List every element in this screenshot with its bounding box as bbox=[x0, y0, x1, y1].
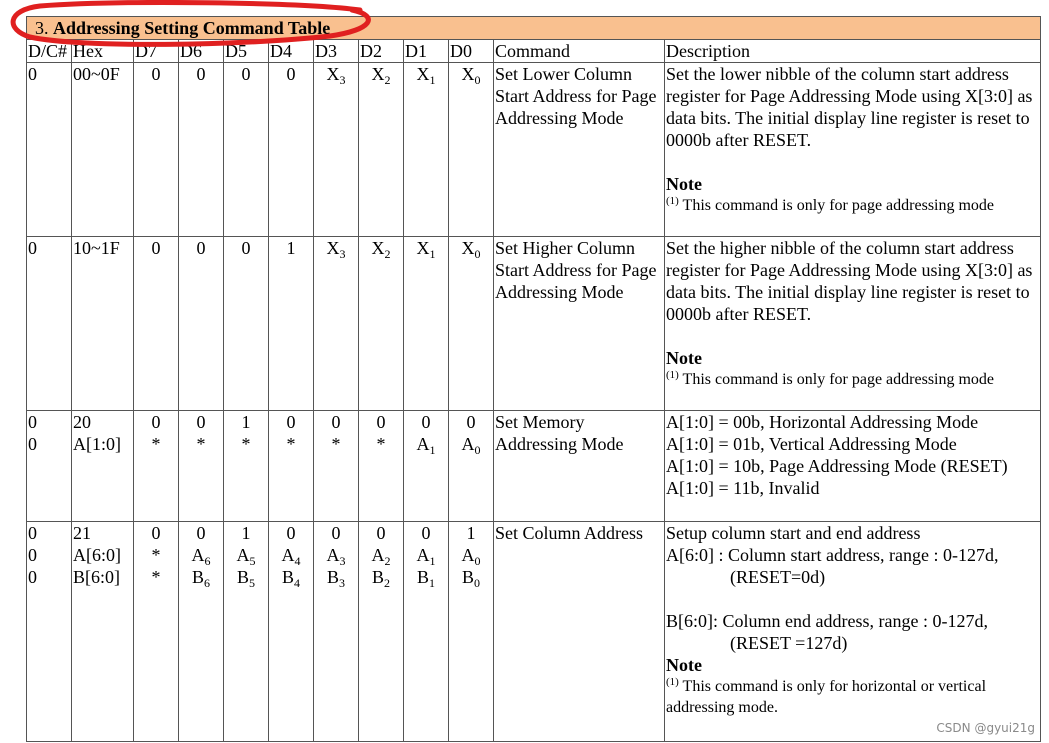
bit-cell bbox=[224, 411, 269, 522]
note-body bbox=[666, 676, 1039, 718]
note-superscript: (1) bbox=[666, 195, 679, 207]
dc-value: 0 bbox=[28, 238, 37, 258]
bit-value bbox=[450, 566, 492, 588]
bit-value bbox=[225, 63, 267, 85]
table-row bbox=[27, 237, 1041, 411]
bit-cell bbox=[404, 411, 449, 522]
bit-base: * bbox=[376, 434, 386, 454]
bit-base: 0 bbox=[241, 64, 251, 84]
bit-value bbox=[405, 433, 447, 455]
bit-base: * bbox=[241, 434, 251, 454]
bit-value bbox=[225, 544, 267, 566]
bit-value bbox=[180, 544, 222, 566]
note-body bbox=[666, 195, 1039, 216]
description-cell bbox=[665, 411, 1041, 522]
bit-subscript: 0 bbox=[474, 443, 481, 457]
bit-subscript: 6 bbox=[204, 576, 210, 590]
note-superscript: (1) bbox=[666, 369, 679, 381]
command-cell: Set Column Address bbox=[494, 522, 665, 742]
spacer bbox=[666, 588, 1039, 610]
bit-base: 0 bbox=[151, 64, 161, 84]
bit-base: 0 bbox=[421, 523, 431, 543]
bit-value bbox=[315, 433, 357, 455]
bit-subscript: 2 bbox=[384, 554, 391, 568]
hex-value: 10~1F bbox=[73, 238, 120, 258]
bit-base: 0 bbox=[331, 412, 341, 432]
bit-cell bbox=[269, 522, 314, 742]
bit-base: A bbox=[461, 545, 475, 565]
description-cell bbox=[665, 237, 1041, 411]
hex-value: 21 bbox=[73, 523, 91, 543]
bit-value bbox=[135, 566, 177, 588]
bit-value bbox=[405, 63, 447, 85]
bit-base: 0 bbox=[151, 238, 161, 258]
bit-value bbox=[360, 544, 402, 566]
bit-cell bbox=[359, 522, 404, 742]
bit-cell bbox=[404, 63, 449, 237]
description-text: Setup column start and end address bbox=[666, 523, 921, 543]
bit-value bbox=[180, 433, 222, 455]
bit-base: B bbox=[236, 567, 249, 587]
bit-subscript: 3 bbox=[339, 73, 346, 87]
header-d7: D7 bbox=[134, 40, 179, 63]
bit-value bbox=[315, 544, 357, 566]
hex-cell bbox=[72, 411, 134, 522]
bit-cell bbox=[449, 411, 494, 522]
note-title: Note bbox=[666, 348, 702, 368]
hex-value: A[6:0] bbox=[73, 545, 121, 565]
bit-value bbox=[360, 566, 402, 588]
bit-value bbox=[270, 63, 312, 85]
dc-value: 0 bbox=[28, 64, 37, 84]
bit-value bbox=[405, 237, 447, 259]
bit-subscript: 1 bbox=[429, 554, 436, 568]
description-text: (RESET=0d) bbox=[730, 567, 826, 587]
bit-cell bbox=[449, 63, 494, 237]
note-text: This command is only for page addressing mode bbox=[678, 197, 995, 214]
bit-subscript: 6 bbox=[204, 554, 211, 568]
bit-base: X bbox=[326, 64, 340, 84]
bit-base: 0 bbox=[466, 412, 476, 432]
bit-value bbox=[180, 63, 222, 85]
bit-base: 0 bbox=[286, 412, 296, 432]
bit-cell bbox=[269, 63, 314, 237]
bit-base: X bbox=[416, 64, 430, 84]
bit-value bbox=[450, 522, 492, 544]
note-superscript: (1) bbox=[666, 676, 679, 688]
bit-value bbox=[405, 411, 447, 433]
bit-subscript: 0 bbox=[474, 247, 481, 261]
bit-cell bbox=[179, 411, 224, 522]
bit-value bbox=[270, 411, 312, 433]
command-cell: Set Memory Addressing Mode bbox=[494, 411, 665, 522]
watermark: CSDN @gyui21g bbox=[936, 721, 1035, 735]
bit-value bbox=[180, 237, 222, 259]
bit-base: 0 bbox=[376, 523, 386, 543]
bit-cell bbox=[134, 237, 179, 411]
table-row bbox=[27, 411, 1041, 522]
description-text: A[6:0] : Column start address, range : 0-127d, bbox=[666, 545, 999, 565]
note-text: This command is only for page addressing mode bbox=[678, 371, 995, 388]
hex-value: 00~0F bbox=[73, 64, 120, 84]
bit-value bbox=[225, 566, 267, 588]
bit-value bbox=[360, 522, 402, 544]
bit-base: B bbox=[281, 567, 294, 587]
bit-base: 1 bbox=[241, 523, 251, 543]
bit-value bbox=[135, 544, 177, 566]
description-cell bbox=[665, 522, 1041, 742]
header-d2: D2 bbox=[359, 40, 404, 63]
bit-value bbox=[450, 433, 492, 455]
bit-value bbox=[225, 411, 267, 433]
bit-cell bbox=[179, 237, 224, 411]
bit-cell bbox=[404, 237, 449, 411]
bit-subscript: 2 bbox=[384, 576, 390, 590]
bit-base: * bbox=[286, 434, 296, 454]
bit-value bbox=[270, 433, 312, 455]
bit-cell bbox=[269, 237, 314, 411]
hex-cell bbox=[72, 63, 134, 237]
bit-base: A bbox=[326, 545, 340, 565]
bit-base: 0 bbox=[241, 238, 251, 258]
bit-base: * bbox=[151, 545, 161, 565]
bit-value bbox=[450, 63, 492, 85]
bit-base: X bbox=[371, 64, 385, 84]
bit-cell bbox=[224, 522, 269, 742]
bit-base: A bbox=[416, 545, 430, 565]
header-row bbox=[27, 40, 1041, 63]
bit-value bbox=[135, 411, 177, 433]
bit-base: B bbox=[461, 567, 474, 587]
bit-subscript: 0 bbox=[474, 554, 481, 568]
bit-value bbox=[270, 522, 312, 544]
bit-base: * bbox=[151, 567, 161, 587]
bit-base: 1 bbox=[241, 412, 251, 432]
bit-value bbox=[315, 237, 357, 259]
bit-base: B bbox=[416, 567, 429, 587]
description-text: Set the higher nibble of the column start address register for Page Addressing Mode using X[3:0] as data bits. The initial display line register is reset to 0000b after RESET. bbox=[666, 238, 1033, 324]
bit-cell bbox=[269, 411, 314, 522]
command-cell: Set Lower Column Start Address for Page Addressing Mode bbox=[494, 63, 665, 237]
bit-cell bbox=[134, 63, 179, 237]
dc-value: 0 bbox=[28, 412, 37, 432]
bit-value bbox=[135, 237, 177, 259]
bit-base: B bbox=[326, 567, 339, 587]
bit-value bbox=[405, 522, 447, 544]
dc-value: 0 bbox=[28, 545, 37, 565]
header-d4: D4 bbox=[269, 40, 314, 63]
header-d6: D6 bbox=[179, 40, 224, 63]
bit-subscript: 4 bbox=[294, 576, 300, 590]
bit-cell bbox=[314, 237, 359, 411]
description-text: Set the lower nibble of the column start address register for Page Addressing Mode using X[3:0] as data bits. The initial display line register is reset to 0000b after RESET. bbox=[666, 64, 1033, 150]
table-row bbox=[27, 522, 1041, 742]
bit-value bbox=[180, 411, 222, 433]
bit-value bbox=[225, 237, 267, 259]
bit-base: A bbox=[416, 434, 430, 454]
bit-subscript: 0 bbox=[474, 576, 480, 590]
bit-cell bbox=[134, 522, 179, 742]
hex-value: A[1:0] bbox=[73, 434, 121, 454]
section-number: 3. bbox=[35, 18, 49, 38]
bit-cell bbox=[179, 522, 224, 742]
header-d1: D1 bbox=[404, 40, 449, 63]
bit-base: A bbox=[281, 545, 295, 565]
description-text: A[1:0] = 10b, Page Addressing Mode (RESET) bbox=[666, 456, 1008, 476]
bit-subscript: 2 bbox=[384, 247, 391, 261]
bit-base: A bbox=[191, 545, 205, 565]
bit-value bbox=[360, 411, 402, 433]
bit-base: 0 bbox=[196, 64, 206, 84]
dc-value: 0 bbox=[28, 567, 37, 587]
bit-value bbox=[135, 433, 177, 455]
bit-cell bbox=[404, 522, 449, 742]
bit-cell bbox=[314, 63, 359, 237]
bit-cell bbox=[359, 411, 404, 522]
description-text: A[1:0] = 11b, Invalid bbox=[666, 478, 820, 498]
bit-subscript: 1 bbox=[429, 443, 436, 457]
bit-subscript: 4 bbox=[294, 554, 301, 568]
bit-base: 0 bbox=[376, 412, 386, 432]
bit-base: B bbox=[191, 567, 204, 587]
bit-value bbox=[450, 237, 492, 259]
bit-value bbox=[315, 566, 357, 588]
bit-value bbox=[405, 544, 447, 566]
command-cell: Set Higher Column Start Address for Page Addressing Mode bbox=[494, 237, 665, 411]
bit-value bbox=[360, 237, 402, 259]
bit-base: 0 bbox=[331, 523, 341, 543]
description-text: (RESET =127d) bbox=[730, 633, 848, 653]
bit-base: 0 bbox=[196, 412, 206, 432]
bit-value bbox=[270, 237, 312, 259]
bit-cell bbox=[359, 63, 404, 237]
bit-base: 0 bbox=[286, 64, 296, 84]
bit-base: 0 bbox=[286, 523, 296, 543]
table-body bbox=[27, 63, 1041, 742]
section-title-text: Addressing Setting Command Table bbox=[53, 18, 331, 38]
bit-value bbox=[315, 411, 357, 433]
bit-subscript: 3 bbox=[339, 247, 346, 261]
bit-base: 0 bbox=[196, 523, 206, 543]
bit-value bbox=[450, 411, 492, 433]
table-row bbox=[27, 63, 1041, 237]
bit-base: * bbox=[331, 434, 341, 454]
hex-cell bbox=[72, 522, 134, 742]
bit-value bbox=[405, 566, 447, 588]
header-d3: D3 bbox=[314, 40, 359, 63]
bit-base: X bbox=[416, 238, 430, 258]
bit-value bbox=[225, 433, 267, 455]
bit-cell bbox=[224, 63, 269, 237]
bit-base: 1 bbox=[466, 523, 476, 543]
header-hex: Hex bbox=[72, 40, 134, 63]
bit-subscript: 0 bbox=[474, 73, 481, 87]
note-body bbox=[666, 369, 1039, 390]
bit-cell bbox=[359, 237, 404, 411]
bit-subscript: 1 bbox=[429, 576, 435, 590]
bit-cell bbox=[449, 237, 494, 411]
dc-value: 0 bbox=[28, 523, 37, 543]
bit-cell bbox=[179, 63, 224, 237]
bit-base: 0 bbox=[151, 412, 161, 432]
bit-value bbox=[135, 63, 177, 85]
header-d5: D5 bbox=[224, 40, 269, 63]
bit-cell bbox=[314, 411, 359, 522]
note-title: Note bbox=[666, 655, 702, 675]
bit-base: 1 bbox=[286, 238, 296, 258]
header-d0: D0 bbox=[449, 40, 494, 63]
bit-base: X bbox=[461, 64, 475, 84]
bit-base: 0 bbox=[196, 238, 206, 258]
bit-base: * bbox=[196, 434, 206, 454]
bit-base: B bbox=[371, 567, 384, 587]
hex-value: B[6:0] bbox=[73, 567, 120, 587]
bit-base: A bbox=[371, 545, 385, 565]
dc-value: 0 bbox=[28, 434, 37, 454]
bit-cell bbox=[224, 237, 269, 411]
dc-cell bbox=[27, 522, 72, 742]
dc-cell bbox=[27, 237, 72, 411]
header-command: Command bbox=[494, 40, 665, 63]
bit-subscript: 1 bbox=[429, 73, 436, 87]
header-dc: D/C# bbox=[27, 40, 72, 63]
hex-value: 20 bbox=[73, 412, 91, 432]
bit-base: X bbox=[461, 238, 475, 258]
description-cell bbox=[665, 63, 1041, 237]
description-text: A[1:0] = 00b, Horizontal Addressing Mode bbox=[666, 412, 979, 432]
section-title-row bbox=[27, 17, 1041, 40]
bit-value bbox=[315, 63, 357, 85]
dc-cell bbox=[27, 63, 72, 237]
bit-base: A bbox=[236, 545, 250, 565]
bit-value bbox=[360, 433, 402, 455]
bit-base: A bbox=[461, 434, 475, 454]
addressing-command-table bbox=[26, 16, 1041, 742]
section-title bbox=[27, 17, 1041, 40]
header-description: Description bbox=[665, 40, 1041, 63]
bit-base: 0 bbox=[421, 412, 431, 432]
bit-value bbox=[315, 522, 357, 544]
description-text: A[1:0] = 01b, Vertical Addressing Mode bbox=[666, 434, 957, 454]
hex-cell bbox=[72, 237, 134, 411]
bit-value bbox=[180, 522, 222, 544]
bit-value bbox=[135, 522, 177, 544]
bit-subscript: 3 bbox=[339, 576, 345, 590]
description-text: B[6:0]: Column end address, range : 0-127d, bbox=[666, 611, 988, 631]
bit-value bbox=[270, 544, 312, 566]
bit-cell bbox=[134, 411, 179, 522]
bit-value bbox=[180, 566, 222, 588]
bit-subscript: 1 bbox=[429, 247, 436, 261]
bit-base: X bbox=[326, 238, 340, 258]
bit-base: * bbox=[151, 434, 161, 454]
bit-cell bbox=[449, 522, 494, 742]
bit-value bbox=[360, 63, 402, 85]
bit-subscript: 5 bbox=[249, 554, 256, 568]
dc-cell bbox=[27, 411, 72, 522]
bit-value bbox=[270, 566, 312, 588]
bit-base: X bbox=[371, 238, 385, 258]
bit-subscript: 5 bbox=[249, 576, 255, 590]
note-text: This command is only for horizontal or vertical addressing mode. bbox=[666, 678, 987, 716]
note-title: Note bbox=[666, 174, 702, 194]
bit-cell bbox=[314, 522, 359, 742]
bit-subscript: 3 bbox=[339, 554, 346, 568]
bit-value bbox=[225, 522, 267, 544]
bit-subscript: 2 bbox=[384, 73, 391, 87]
bit-base: 0 bbox=[151, 523, 161, 543]
bit-value bbox=[450, 544, 492, 566]
